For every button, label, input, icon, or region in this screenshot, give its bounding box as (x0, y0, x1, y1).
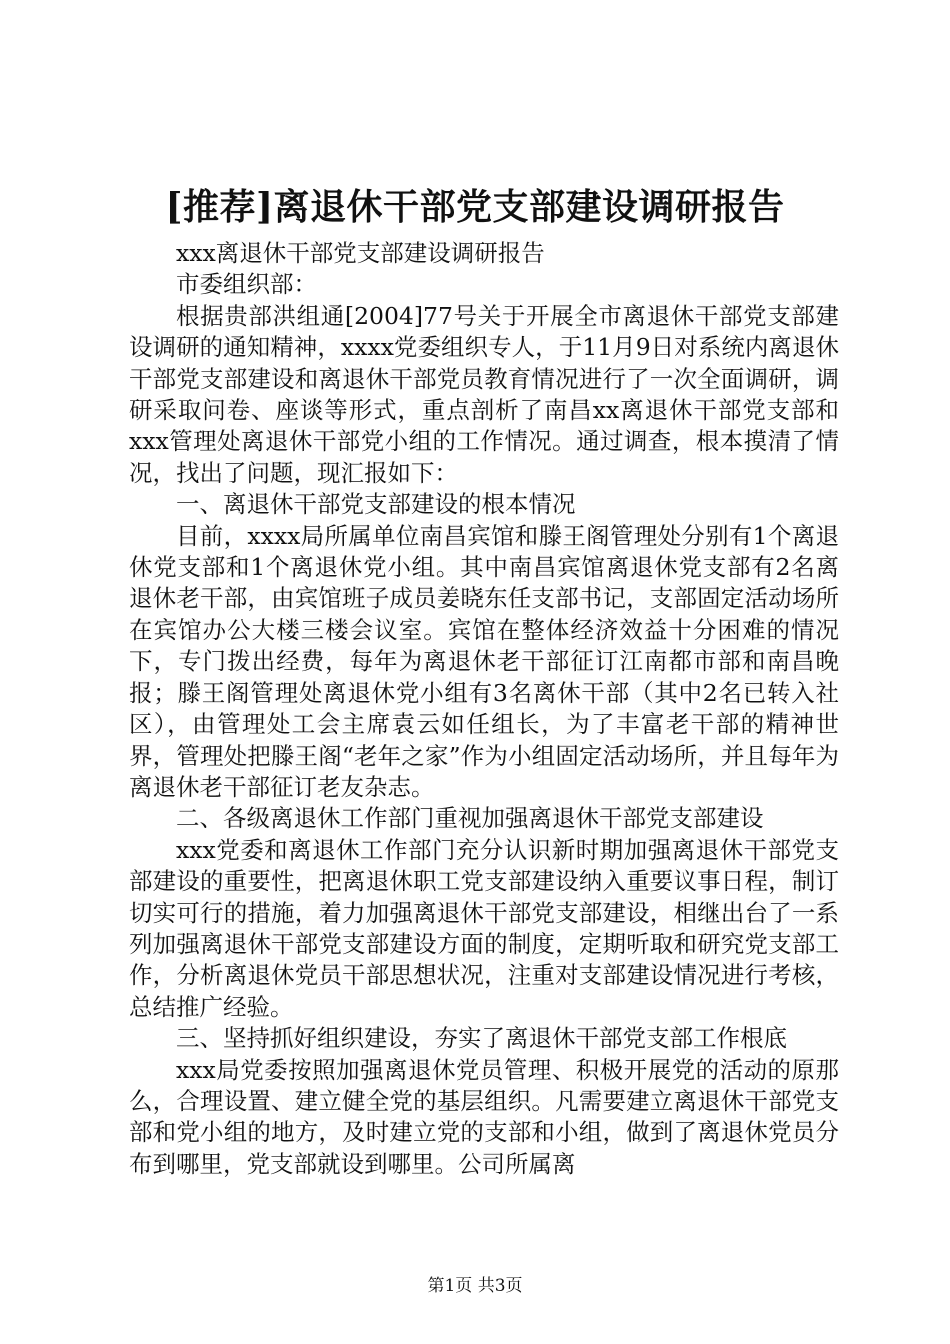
section-heading: 一、离退休干部党支部建设的根本情况 (176, 490, 576, 519)
recipient-line: 市委组织部： (176, 270, 317, 299)
body-paragraph: xxx局党委按照加强离退休党员管理、积极开展党的活动的原那么，合理设置、建立健全党的基层组织。凡需要建立离退休干部党支部和党小组的地方，及时建立党的支部和小组，做到了离退休党员分布到哪里，党支部就设到哪里。公司所属离 (129, 1055, 839, 1178)
document-body (129, 238, 839, 1180)
body-paragraph: xxx党委和离退休工作部门充分认识新时期加强离退休干部党支部建设的重要性，把离退休职工党支部建设纳入重要议事日程，制订切实可行的措施，着力加强离退休干部党支部建设，相继出台了一系列加强离退休干部党支部建设方面的制度，定期听取和研究党支部工作，分析离退休党员干部思想状况，注重对支部建设情况进行考核，总结推广经验。 (129, 835, 839, 1021)
body-paragraph: 目前，xxxx局所属单位南昌宾馆和滕王阁管理处分别有1个离退休党支部和1个离退休党小组。其中南昌宾馆离退休党支部有2名离退休老干部，由宾馆班子成员姜晓东任支部书记，支部固定活动场所在宾馆办公大楼三楼会议室。宾馆在整体经济效益十分困难的情况下，专门拨出经费，每年为离退休老干部征订江南都市部和南昌晚报；滕王阁管理处离退休党小组有3名离休干部（其中2名已转入社区），由管理处工会主席袁云如任组长，为了丰富老干部的精神世界，管理处把滕王阁“老年之家”作为小组固定活动场所，并且每年为离退休老干部征订老友杂志。 (129, 521, 839, 801)
section-heading: 三、坚持抓好组织建设，夯实了离退休干部党支部工作根底 (176, 1024, 787, 1053)
page-footer: 第1页 共3页 (427, 1276, 523, 1296)
report-subtitle: xxx离退休干部党支部建设调研报告 (176, 239, 545, 267)
body-paragraph: 根据贵部洪组通[2004]77号关于开展全市离退休干部党支部建设调研的通知精神，xxxx党委组织专人，于11月9日对系统内离退休干部党支部建设和离退休干部党员教育情况进行了一次全面调研，调研采取问卷、座谈等形式，重点剖析了南昌xx离退休干部党支部和xxx管理处离退休干部党小组的工作情况。通过调查，根本摸清了情况，找出了问题，现汇报如下： (129, 301, 839, 487)
document-title: [推荐]离退休干部党支部建设调研报告 (165, 186, 785, 228)
section-heading: 二、各级离退休工作部门重视加强离退休干部党支部建设 (176, 804, 764, 833)
